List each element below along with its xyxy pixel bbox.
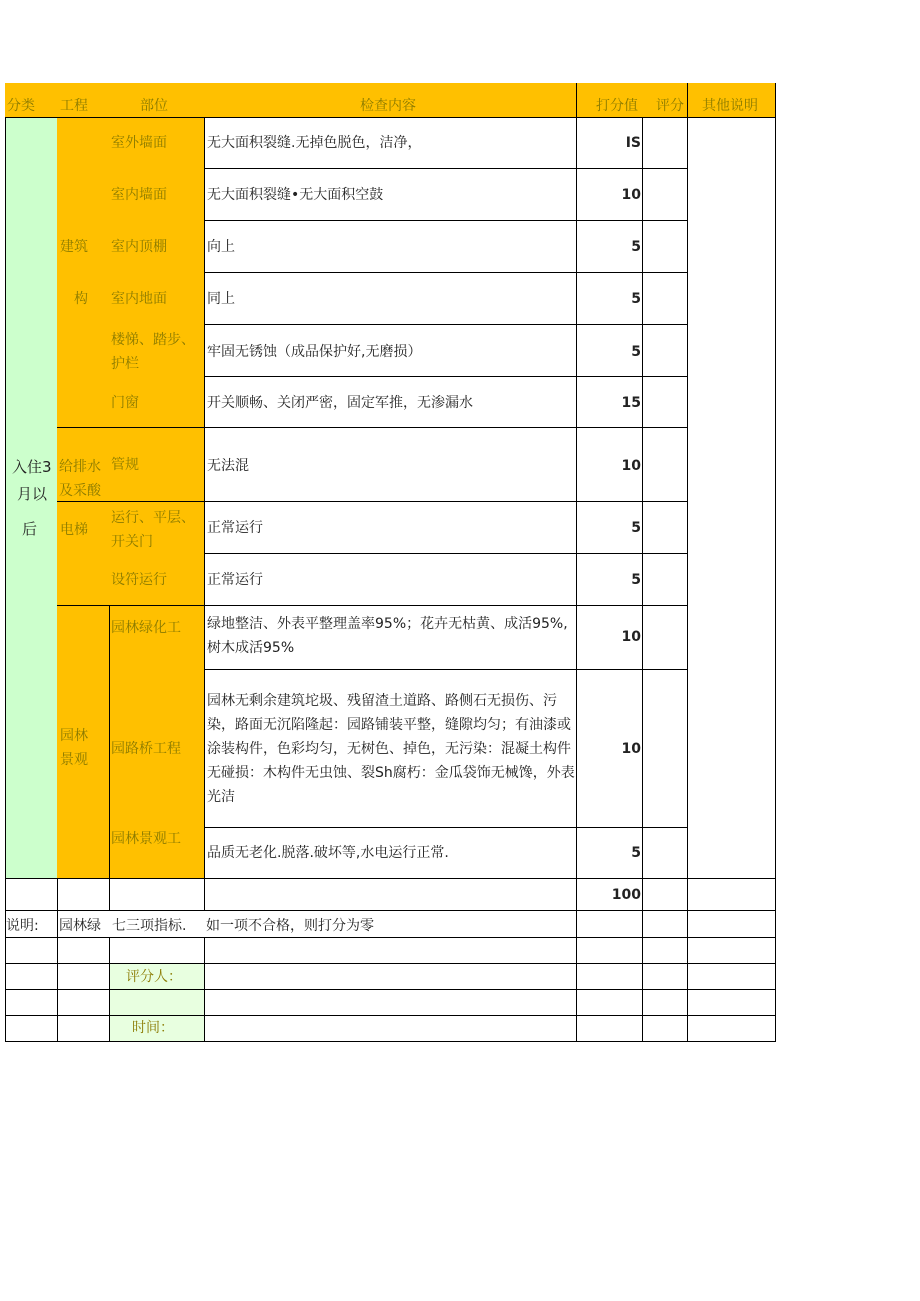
header-project: 工程 (60, 98, 88, 114)
content-exterior-wall: 无大面积裂缝.无掉色脱色，洁净， (207, 135, 422, 151)
grid-line (109, 937, 110, 1042)
grid-line (687, 83, 688, 1042)
category-line-3: 后 (22, 520, 38, 538)
value-equipment: 5 (631, 572, 641, 588)
grid-line (57, 605, 688, 606)
grid-line (57, 501, 688, 502)
value-greening: 10 (621, 629, 641, 645)
part-exterior-wall: 室外墙面 (111, 135, 167, 151)
total-value: 100 (611, 887, 641, 903)
part-ceiling: 室内顶棚 (111, 239, 167, 255)
part-elevator-ops: 运行、平层、开关门 (111, 510, 195, 550)
grid-line (204, 324, 688, 325)
part-road-bridge: 园路桥工程 (111, 741, 181, 757)
content-pipes: 无法混 (207, 458, 249, 474)
grid-line (57, 878, 58, 1042)
value-doors-windows: 15 (621, 395, 641, 411)
grid-line (5, 1015, 776, 1016)
grid-line (5, 117, 776, 118)
value-elevator-ops: 5 (631, 520, 641, 536)
scorer-blank-cell (109, 989, 204, 1015)
group-landscape-1: 园林 (60, 728, 88, 744)
content-floor: 同上 (207, 291, 235, 307)
value-stairs: 5 (631, 344, 641, 360)
value-floor: 5 (631, 291, 641, 307)
content-road-bridge: 园林无剩余建筑坨圾、残留渣土道路、路侧石无损伤、污染，路面无沉陷隆起：园路铺装平整，缝隙均匀；有油漆或涂装构件，色彩均匀，无树色、掉色，无污染：混凝土构件无碰损：木构件无虫蚀、裂Sh腐朽：金瓜袋饰无械馋，外表光洁 (207, 693, 575, 805)
header-content: 检查内容 (360, 98, 416, 114)
content-equipment: 正常运行 (207, 572, 263, 588)
grid-line (204, 937, 205, 1042)
part-equipment: 设符运行 (111, 572, 167, 588)
content-interior-wall: 无大面积裂缝•无大面积空鼓 (207, 187, 384, 203)
note-part-1: 园林绿 (59, 918, 101, 934)
grid-line (576, 83, 577, 1042)
group-landscape-2: 景观 (60, 752, 88, 768)
category-line-1: 入住3 (12, 458, 52, 476)
grid-line (204, 220, 688, 221)
part-doors-windows: 门窗 (111, 395, 139, 411)
part-landscape-works: 园林景观工 (111, 831, 181, 847)
note-part-2: 七三项指标. (112, 918, 187, 934)
grid-line (5, 910, 776, 911)
content-elevator-ops: 正常运行 (207, 520, 263, 536)
content-ceiling: 向上 (207, 239, 235, 255)
grid-line (204, 669, 688, 670)
value-interior-wall: 10 (621, 187, 641, 203)
grid-line (5, 878, 776, 879)
grid-line (5, 1041, 776, 1042)
group-plumbing-1: 给排水 (59, 459, 101, 475)
grid-line (775, 83, 776, 1042)
value-exterior-wall: IS (625, 135, 641, 151)
header-category: 分类 (7, 98, 35, 114)
grid-line (5, 937, 776, 938)
header-score: 评分 (656, 98, 684, 114)
content-doors-windows: 开关顺畅、关闭严密，固定军推，无渗漏水 (207, 395, 473, 411)
group-plumbing-2: 及采酸 (59, 483, 101, 499)
content-stairs: 牢固无锈蚀（成品保护好,无磨损） (207, 344, 422, 360)
content-landscape-works: 品质无老化.脱落.破坏等,水电运行正常. (207, 845, 449, 861)
part-floor: 室内地面 (111, 291, 167, 307)
value-pipes: 10 (621, 458, 641, 474)
header-score-value: 打分值 (596, 98, 638, 114)
header-remarks: 其他说明 (702, 98, 758, 114)
grid-line (204, 272, 688, 273)
category-line-2: 月以 (17, 485, 48, 503)
grid-line (5, 989, 776, 990)
scorer-label: 评分人： (126, 969, 182, 985)
grid-line (204, 117, 205, 910)
note-part-3: 如一项不合格，则打分为零 (206, 918, 374, 934)
grid-line (204, 376, 688, 377)
part-column (109, 117, 204, 878)
part-pipes: 管规 (111, 457, 139, 473)
grid-line (109, 605, 110, 878)
grid-line (204, 553, 688, 554)
grid-line (57, 427, 688, 428)
grid-line (5, 117, 6, 1042)
group-elevator: 电梯 (60, 522, 88, 538)
group-building-2: 构 (74, 291, 88, 307)
grid-line (642, 117, 643, 1042)
header-part: 部位 (140, 98, 168, 114)
part-interior-wall: 室内墙面 (111, 187, 167, 203)
grid-line (204, 168, 688, 169)
grid-line (5, 963, 776, 964)
value-ceiling: 5 (631, 239, 641, 255)
part-greening: 园林绿化工 (111, 620, 181, 636)
content-greening: 绿地整洁、外表平整理盖率95%；花卉无枯黄、成活95%,树木成活95% (207, 616, 568, 656)
value-road-bridge: 10 (621, 741, 641, 757)
note-label: 说明: (6, 918, 39, 934)
grid-line (204, 827, 688, 828)
value-landscape-works: 5 (631, 845, 641, 861)
group-building-1: 建筑 (60, 239, 88, 255)
time-label: 时间： (132, 1020, 174, 1036)
grid-line (109, 878, 110, 910)
part-stairs: 楼悌、踏步、护栏 (111, 332, 195, 372)
